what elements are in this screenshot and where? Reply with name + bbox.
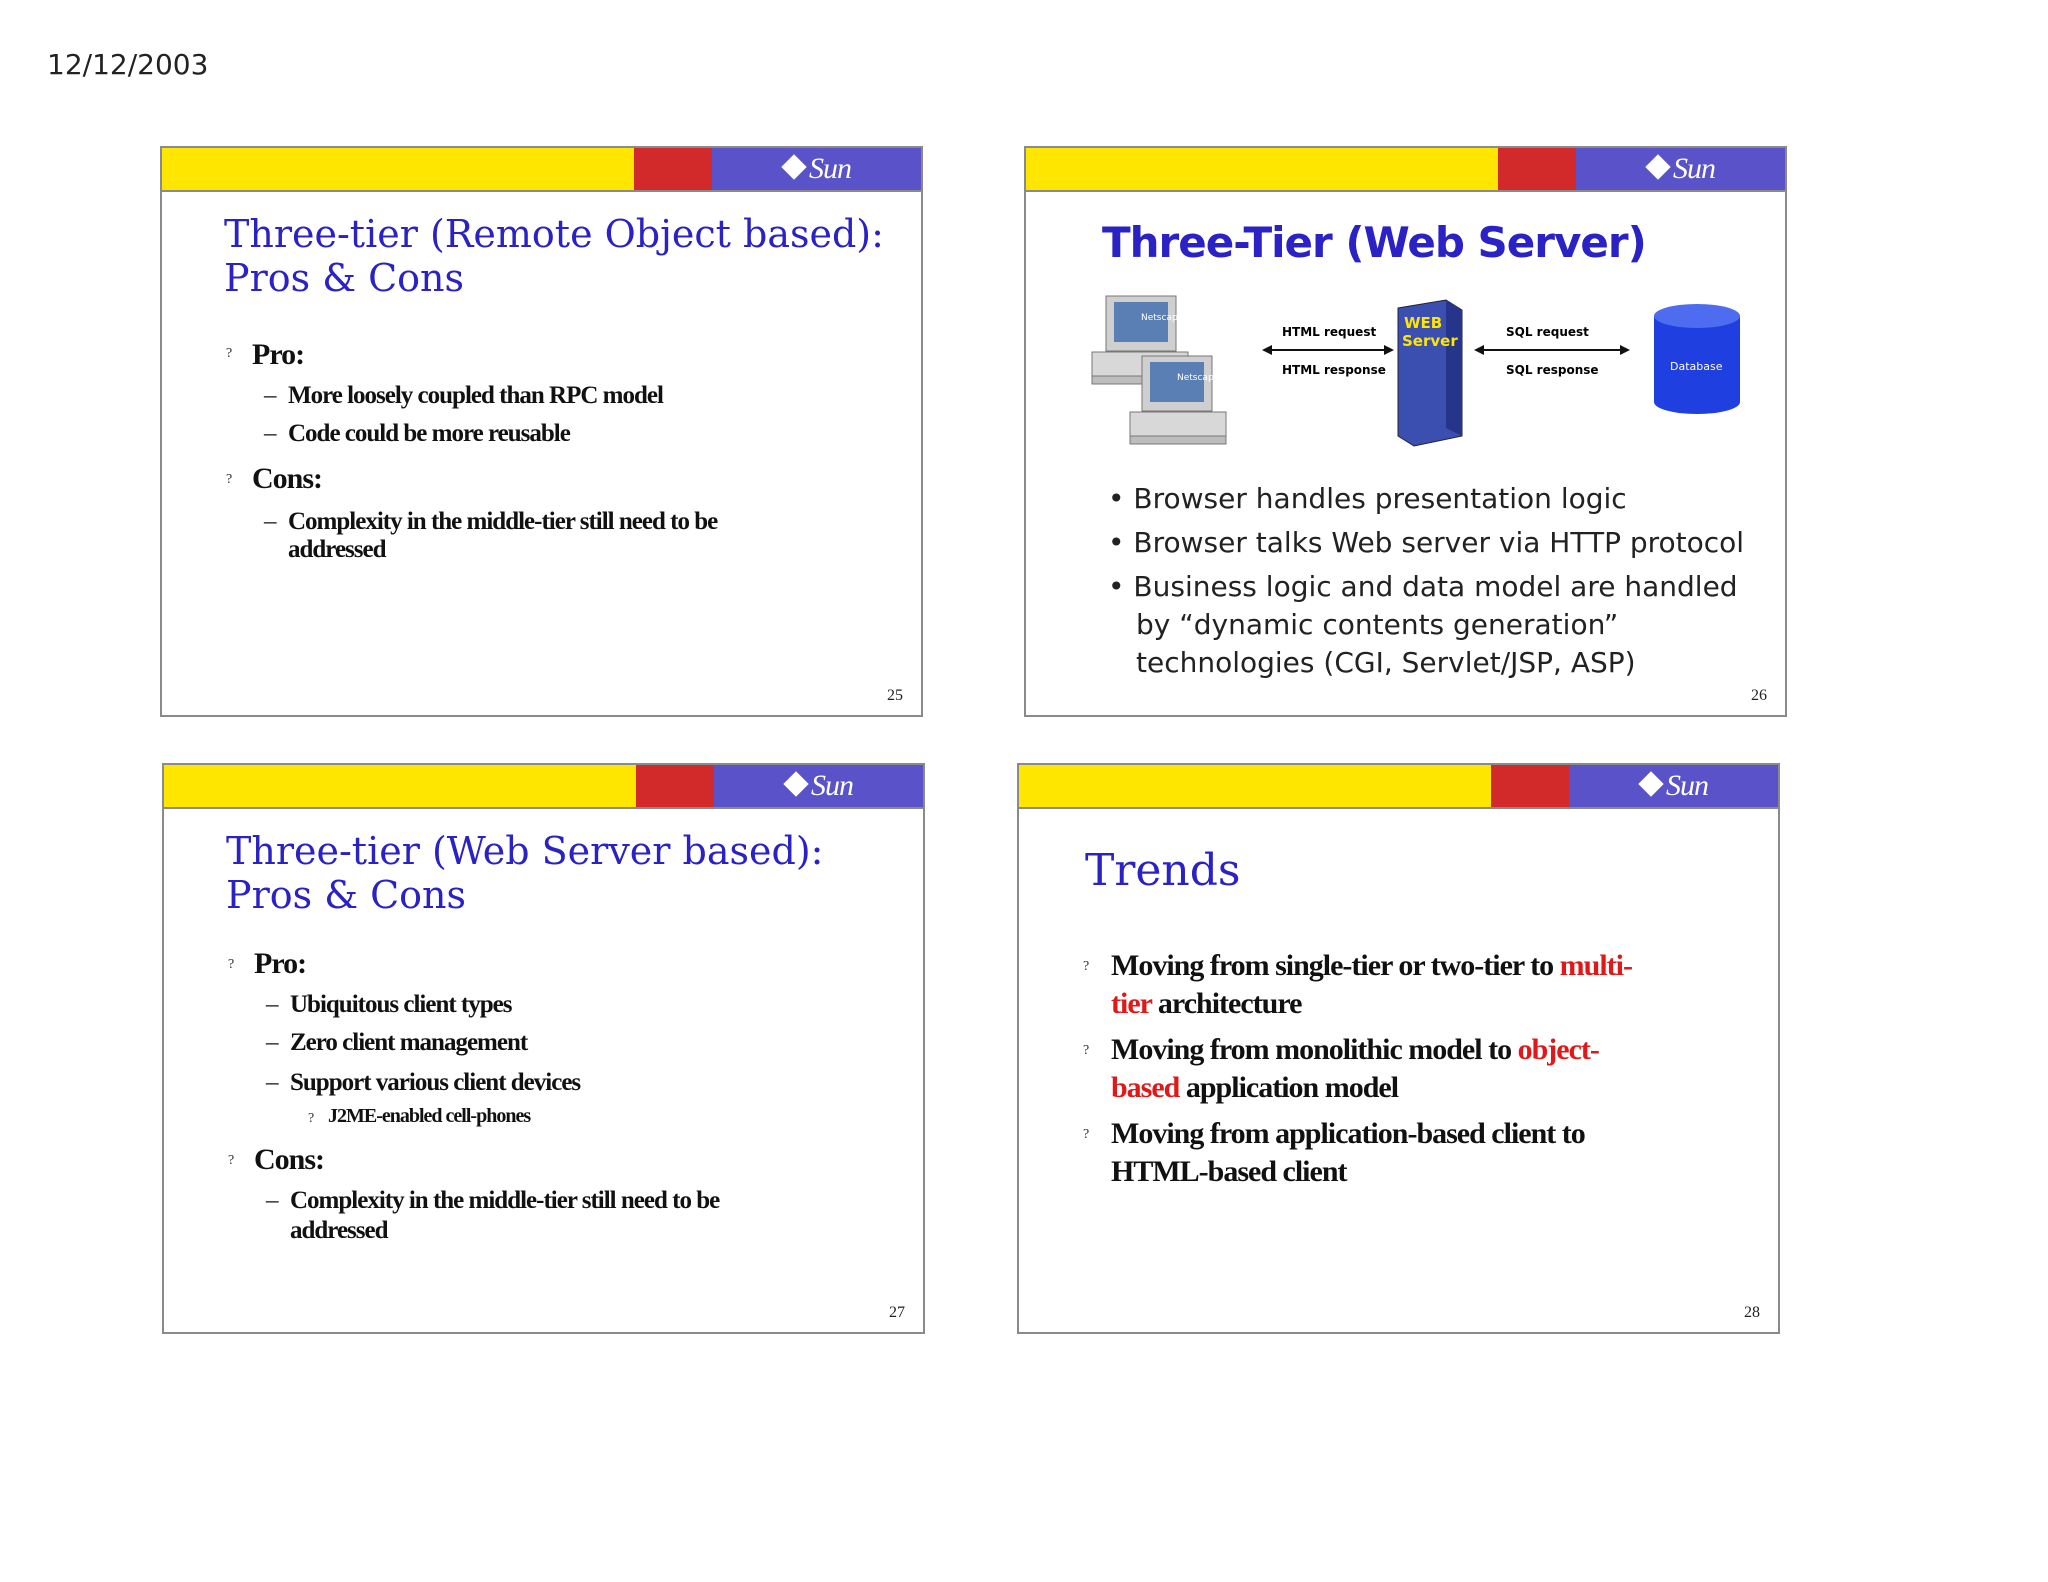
bullet-icon: ? xyxy=(1083,959,1090,974)
slide-26 xyxy=(1024,146,1787,717)
sun-logo-icon: Sun xyxy=(1642,769,1708,803)
client-computer-icon xyxy=(1130,356,1226,444)
list-item: Moving from application-based client to HTML-based client xyxy=(1111,1117,1585,1188)
slide-title: Three-tier (Web Server based): Pros & Cons xyxy=(226,829,824,917)
architecture-diagram xyxy=(1086,288,1746,458)
slide-title: Three-Tier (Web Server) xyxy=(1102,218,1646,267)
list-item: Complexity in the middle-tier still need to be xyxy=(288,508,718,535)
page-number: 27 xyxy=(889,1304,905,1321)
list-item: Complexity in the middle-tier still need to be xyxy=(290,1187,720,1214)
slide-title: Trends xyxy=(1085,845,1241,896)
slide-27: Sun Three-tier (Web Server based): Pros & Cons ? Pro: – Ubiquitous client types – Zero client management – Support various client devices ? J2ME-enabled cell-phones ? Cons: – Complexity in the middle-tier still need to be addressed 27 xyxy=(162,763,925,1334)
list-item: • Browser handles presentation logic xyxy=(1108,482,1627,515)
bullet-icon: ? xyxy=(228,1153,235,1168)
red-band xyxy=(636,765,714,807)
pro-label: Pro: xyxy=(254,947,307,980)
list-item-continuation: addressed xyxy=(290,1217,388,1244)
sql-request-label: SQL request xyxy=(1506,325,1589,339)
http-request-label: HTML request xyxy=(1282,325,1377,339)
database-label: Database xyxy=(1670,360,1723,373)
server-label: WEB xyxy=(1404,314,1443,332)
sql-response-label: SQL response xyxy=(1506,363,1599,377)
slide-title: Three-tier (Remote Object based): Pros & Cons xyxy=(224,212,884,300)
cons-label: Cons: xyxy=(254,1143,325,1176)
list-item: • Browser talks Web server via HTTP protocol xyxy=(1108,526,1745,559)
list-item: Zero client management xyxy=(290,1029,528,1056)
page-number: 28 xyxy=(1744,1304,1760,1321)
list-item: Moving from single-tier or two-tier to multi- tier architecture xyxy=(1111,949,1632,1020)
list-item: More loosely coupled than RPC model xyxy=(288,382,663,409)
server-label: Server xyxy=(1402,332,1458,350)
yellow-band xyxy=(162,148,634,190)
bullet-icon: ? xyxy=(226,346,233,361)
slide-header-bar xyxy=(1019,765,1778,809)
list-item: Support various client devices xyxy=(290,1069,581,1096)
list-item-continuation: addressed xyxy=(288,536,386,563)
slide-header-bar xyxy=(162,148,921,192)
yellow-band xyxy=(1026,148,1498,190)
bullet-icon: ? xyxy=(1083,1043,1090,1058)
list-subitem: J2ME-enabled cell-phones xyxy=(328,1105,531,1127)
bullet-icon: ? xyxy=(228,957,235,972)
yellow-band xyxy=(1019,765,1491,807)
list-item: Moving from monolithic model to object- based application model xyxy=(1111,1033,1599,1104)
slide-28 xyxy=(1017,763,1780,1334)
document-date: 12/12/2003 xyxy=(47,48,209,81)
red-band xyxy=(1491,765,1569,807)
yellow-band xyxy=(164,765,636,807)
slide-header-bar xyxy=(1026,148,1785,192)
list-item: Code could be more reusable xyxy=(288,420,570,447)
red-band xyxy=(1498,148,1576,190)
client-label: Netscape xyxy=(1141,313,1184,323)
list-item: Ubiquitous client types xyxy=(290,991,512,1018)
client-label: Netscape xyxy=(1177,373,1220,383)
sun-logo-icon: Sun xyxy=(1649,152,1715,186)
bullet-icon: ? xyxy=(226,472,233,487)
bullet-icon: ? xyxy=(1083,1127,1090,1142)
database-icon xyxy=(1654,304,1740,414)
list-item: • Business logic and data model are handled xyxy=(1108,570,1738,603)
sun-logo-icon: Sun xyxy=(785,152,851,186)
page-number: 26 xyxy=(1751,687,1767,704)
list-item-continuation: technologies (CGI, Servlet/JSP, ASP) xyxy=(1136,646,1636,679)
red-band xyxy=(634,148,712,190)
page-number: 25 xyxy=(887,687,903,704)
pro-label: Pro: xyxy=(252,338,305,371)
http-response-label: HTML response xyxy=(1282,363,1386,377)
bullet-icon: ? xyxy=(308,1111,315,1126)
list-item-continuation: by “dynamic contents generation” xyxy=(1136,608,1619,641)
slide-header-bar xyxy=(164,765,923,809)
cons-label: Cons: xyxy=(252,462,323,495)
slide-25: Sun Three-tier (Remote Object based): Pros & Cons ? Pro: – More loosely coupled than RPC model – Code could be more reusable ? Cons: – Complexity in the middle-tier still need to be addressed 25 xyxy=(160,146,923,717)
sun-logo-icon: Sun xyxy=(787,769,853,803)
